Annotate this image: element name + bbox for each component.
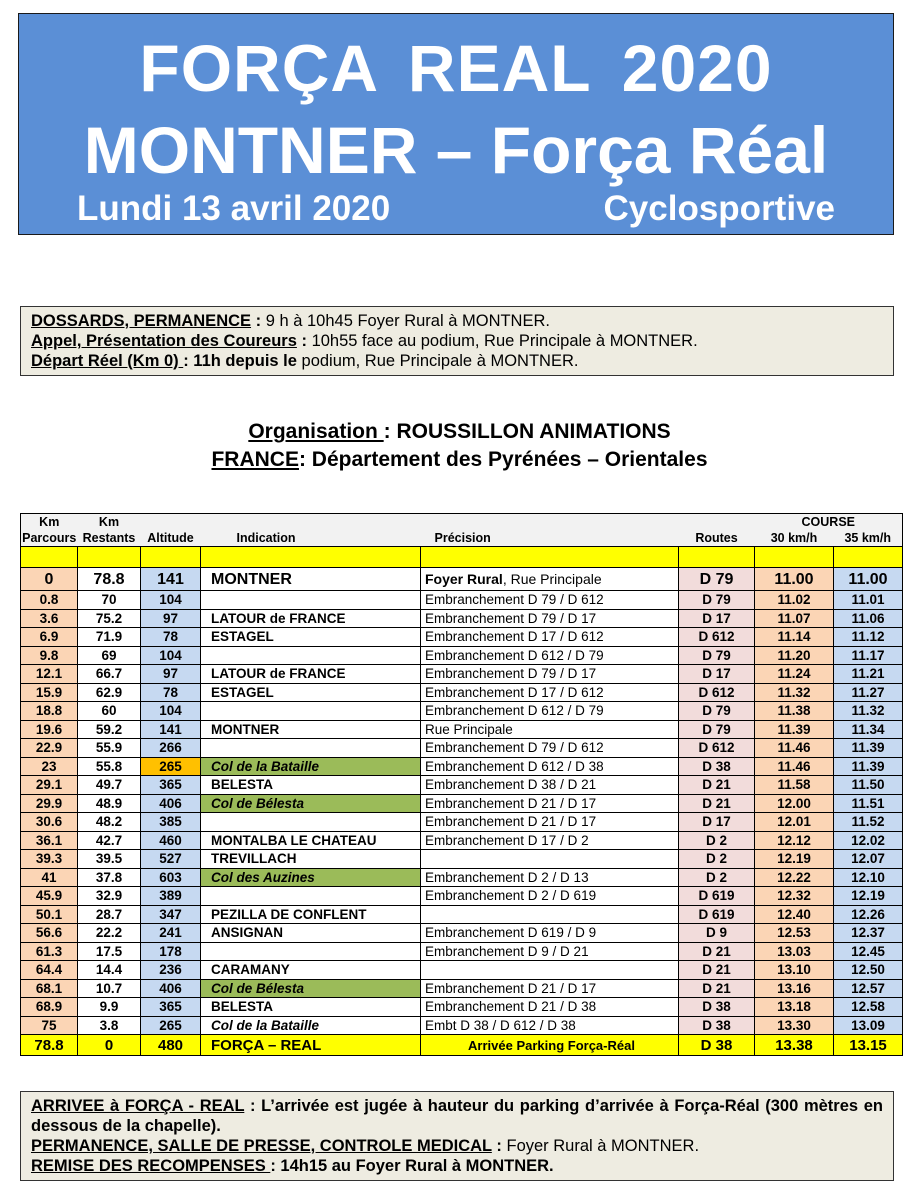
- altitude-cell: 141: [141, 720, 201, 739]
- precision-cell: Embranchement D 38 / D 21: [421, 776, 679, 795]
- time-30-cell: 13.18: [755, 998, 834, 1017]
- time-30-cell: 11.46: [755, 739, 834, 758]
- route-cell: D 38: [679, 998, 755, 1017]
- table-row: [21, 831, 903, 850]
- remaining-cell: 60: [78, 702, 141, 721]
- time-30-cell: 13.30: [755, 1016, 834, 1035]
- time-35-cell: 11.12: [834, 628, 903, 647]
- time-30-cell: 12.32: [755, 887, 834, 906]
- km-cell: 12.1: [21, 665, 78, 684]
- time-30-cell: 11.14: [755, 628, 834, 647]
- altitude-cell: 104: [141, 646, 201, 665]
- remaining-cell: 22.2: [78, 924, 141, 943]
- route-cell: D 619: [679, 887, 755, 906]
- altitude-cell: 104: [141, 591, 201, 610]
- indication-cell: Col de Bélesta: [201, 794, 421, 813]
- info-line-depart: Départ Réel (Km 0) : 11h depuis le podium, Rue Principale à MONTNER.: [31, 352, 579, 370]
- route-cell: D 17: [679, 609, 755, 628]
- indication-cell: MONTNER: [201, 720, 421, 739]
- time-30-cell: 11.38: [755, 702, 834, 721]
- indication-cell: CARAMANY: [201, 961, 421, 980]
- time-30-cell: 12.00: [755, 794, 834, 813]
- altitude-cell: 265: [141, 1016, 201, 1035]
- indication-cell: [201, 591, 421, 610]
- schedule-info-box: [20, 306, 894, 376]
- table-row: [21, 757, 903, 776]
- remaining-cell: 10.7: [78, 979, 141, 998]
- table-row: [21, 739, 903, 758]
- time-35-cell: 12.26: [834, 905, 903, 924]
- precision-cell: [421, 850, 679, 869]
- table-row: [21, 609, 903, 628]
- info-line-dossards: DOSSARDS, PERMANENCE : 9 h à 10h45 Foyer Rural à MONTNER.: [31, 312, 550, 330]
- arrival-info-box: [20, 1091, 894, 1181]
- km-cell: 45.9: [21, 887, 78, 906]
- remaining-cell: 17.5: [78, 942, 141, 961]
- km-cell: 19.6: [21, 720, 78, 739]
- header-indication: Indication: [201, 530, 421, 547]
- indication-cell: LATOUR de FRANCE: [201, 609, 421, 628]
- route-cell: D 21: [679, 979, 755, 998]
- time-35-cell: 12.19: [834, 887, 903, 906]
- km-cell: 6.9: [21, 628, 78, 647]
- time-35-cell: 11.17: [834, 646, 903, 665]
- km-cell: 29.9: [21, 794, 78, 813]
- remaining-cell: 69: [78, 646, 141, 665]
- remaining-cell: 9.9: [78, 998, 141, 1017]
- route-cell: D 79: [679, 702, 755, 721]
- event-type: Cyclosportive: [603, 189, 835, 228]
- header-km: Km: [21, 514, 78, 531]
- km-cell: 23: [21, 757, 78, 776]
- remaining-cell: 55.9: [78, 739, 141, 758]
- km-cell: 36.1: [21, 831, 78, 850]
- altitude-cell: 406: [141, 794, 201, 813]
- precision-cell: Embranchement D 612 / D 38: [421, 757, 679, 776]
- route-cell: D 2: [679, 868, 755, 887]
- time-30-cell: 12.01: [755, 813, 834, 832]
- indication-cell: Col de la Bataille: [201, 1016, 421, 1035]
- remaining-cell: 14.4: [78, 961, 141, 980]
- km-cell: 68.1: [21, 979, 78, 998]
- table-row: [21, 628, 903, 647]
- table-row-finish: 78.8 0 480 FORÇA – REAL Arrivée Parking Força-Réal D 38 13.38 13.15: [21, 1035, 903, 1056]
- event-date: Lundi 13 avril 2020: [77, 189, 391, 228]
- table-row: [21, 850, 903, 869]
- table-row: [21, 905, 903, 924]
- table-row: [21, 591, 903, 610]
- precision-cell: Embranchement D 21 / D 17: [421, 794, 679, 813]
- indication-cell: LATOUR de FRANCE: [201, 665, 421, 684]
- remaining-cell: 71.9: [78, 628, 141, 647]
- precision-cell: Embranchement D 2 / D 13: [421, 868, 679, 887]
- info-line-permanence: PERMANENCE, SALLE DE PRESSE, CONTROLE MEDICAL : Foyer Rural à MONTNER.: [31, 1137, 700, 1155]
- altitude-cell: 241: [141, 924, 201, 943]
- remaining-cell: 55.8: [78, 757, 141, 776]
- title-banner: [18, 13, 894, 235]
- time-30-cell: 13.03: [755, 942, 834, 961]
- precision-cell: Embranchement D 2 / D 619: [421, 887, 679, 906]
- precision-cell: Embranchement D 17 / D 2: [421, 831, 679, 850]
- remaining-cell: 49.7: [78, 776, 141, 795]
- time-30-cell: 11.20: [755, 646, 834, 665]
- precision-cell: Embranchement D 79 / D 17: [421, 609, 679, 628]
- indication-cell: Col de Bélesta: [201, 979, 421, 998]
- table-row: [21, 961, 903, 980]
- info-line-arrivee: ARRIVEE à FORÇA - REAL : L’arrivée est jugée à hauteur du parking d’arrivée à Força-Réal (300 mètres en dessous de la chapelle).: [31, 1097, 883, 1135]
- time-30-cell: 13.16: [755, 979, 834, 998]
- time-35-cell: 11.39: [834, 757, 903, 776]
- altitude-cell: 365: [141, 998, 201, 1017]
- table-row: [21, 979, 903, 998]
- route-cell: D 619: [679, 905, 755, 924]
- altitude-cell: 97: [141, 665, 201, 684]
- indication-cell: Col des Auzines: [201, 868, 421, 887]
- precision-cell: Embranchement D 17 / D 612: [421, 683, 679, 702]
- km-cell: 22.9: [21, 739, 78, 758]
- time-35-cell: 12.37: [834, 924, 903, 943]
- table-row: [21, 942, 903, 961]
- remaining-cell: 62.9: [78, 683, 141, 702]
- km-cell: 50.1: [21, 905, 78, 924]
- route-cell: D 21: [679, 794, 755, 813]
- header-routes: Routes: [679, 530, 755, 547]
- indication-cell: BELESTA: [201, 776, 421, 795]
- time-30-cell: 12.53: [755, 924, 834, 943]
- altitude-cell: 603: [141, 868, 201, 887]
- route-cell: D 21: [679, 961, 755, 980]
- time-30-cell: 11.02: [755, 591, 834, 610]
- table-row: [21, 813, 903, 832]
- precision-cell: Embranchement D 21 / D 17: [421, 813, 679, 832]
- precision-cell: Embranchement D 17 / D 612: [421, 628, 679, 647]
- time-30-cell: 12.12: [755, 831, 834, 850]
- table-row: [21, 924, 903, 943]
- precision-cell: Embranchement D 619 / D 9: [421, 924, 679, 943]
- route-cell: D 17: [679, 665, 755, 684]
- indication-cell: [201, 887, 421, 906]
- precision-cell: Embranchement D 79 / D 612: [421, 739, 679, 758]
- time-35-cell: 11.34: [834, 720, 903, 739]
- route-cell: D 612: [679, 628, 755, 647]
- remaining-cell: 66.7: [78, 665, 141, 684]
- indication-cell: BELESTA: [201, 998, 421, 1017]
- time-35-cell: 12.58: [834, 998, 903, 1017]
- km-cell: 29.1: [21, 776, 78, 795]
- time-30-cell: 11.39: [755, 720, 834, 739]
- route-cell: D 21: [679, 776, 755, 795]
- time-30-cell: 12.40: [755, 905, 834, 924]
- km-cell: 30.6: [21, 813, 78, 832]
- department-line: FRANCE: Département des Pyrénées – Orientales: [211, 448, 708, 471]
- time-30-cell: 12.22: [755, 868, 834, 887]
- precision-cell: Embranchement D 612 / D 79: [421, 702, 679, 721]
- km-cell: 9.8: [21, 646, 78, 665]
- time-35-cell: 13.09: [834, 1016, 903, 1035]
- time-35-cell: 11.06: [834, 609, 903, 628]
- time-30-cell: 11.24: [755, 665, 834, 684]
- altitude-cell: 236: [141, 961, 201, 980]
- indication-cell: ESTAGEL: [201, 628, 421, 647]
- km-cell: 56.6: [21, 924, 78, 943]
- table-row: [21, 720, 903, 739]
- indication-cell: ANSIGNAN: [201, 924, 421, 943]
- time-30-cell: 12.19: [755, 850, 834, 869]
- altitude-cell: 265: [141, 757, 201, 776]
- altitude-cell: 97: [141, 609, 201, 628]
- precision-cell: [421, 961, 679, 980]
- altitude-cell: 365: [141, 776, 201, 795]
- route-cell: D 79: [679, 591, 755, 610]
- km-cell: 18.8: [21, 702, 78, 721]
- title-line-2: MONTNER – Força Réal: [83, 113, 829, 187]
- precision-cell: Embranchement D 79 / D 612: [421, 591, 679, 610]
- indication-cell: TREVILLACH: [201, 850, 421, 869]
- precision-cell: Embranchement D 21 / D 17: [421, 979, 679, 998]
- remaining-cell: 59.2: [78, 720, 141, 739]
- remaining-cell: 48.9: [78, 794, 141, 813]
- table-row: [21, 1016, 903, 1035]
- route-table: [20, 513, 903, 1056]
- indication-cell: [201, 813, 421, 832]
- info-line-appel: Appel, Présentation des Coureurs : 10h55 face au podium, Rue Principale à MONTNER.: [31, 332, 698, 350]
- altitude-cell: 178: [141, 942, 201, 961]
- precision-cell: Embranchement D 612 / D 79: [421, 646, 679, 665]
- route-cell: D 38: [679, 757, 755, 776]
- route-cell: D 79: [679, 646, 755, 665]
- km-cell: 64.4: [21, 961, 78, 980]
- km-cell: 15.9: [21, 683, 78, 702]
- km-cell: 68.9: [21, 998, 78, 1017]
- time-30-cell: 13.10: [755, 961, 834, 980]
- indication-cell: PEZILLA DE CONFLENT: [201, 905, 421, 924]
- table-row: [21, 887, 903, 906]
- time-35-cell: 11.39: [834, 739, 903, 758]
- table-row: [21, 998, 903, 1017]
- altitude-cell: 385: [141, 813, 201, 832]
- altitude-cell: 347: [141, 905, 201, 924]
- indication-cell: MONTALBA LE CHATEAU: [201, 831, 421, 850]
- indication-cell: [201, 942, 421, 961]
- altitude-cell: 266: [141, 739, 201, 758]
- table-row-start: 0 78.8 141 MONTNER Foyer Rural, Rue Principale D 79 11.00 11.00: [21, 568, 903, 591]
- route-cell: D 79: [679, 720, 755, 739]
- altitude-cell: 406: [141, 979, 201, 998]
- time-35-cell: 11.01: [834, 591, 903, 610]
- remaining-cell: 3.8: [78, 1016, 141, 1035]
- header-parcours: Parcours: [22, 530, 77, 545]
- remaining-cell: 42.7: [78, 831, 141, 850]
- precision-cell: Rue Principale: [421, 720, 679, 739]
- km-cell: 75: [21, 1016, 78, 1035]
- route-cell: D 612: [679, 683, 755, 702]
- km-cell: 39.3: [21, 850, 78, 869]
- remaining-cell: 48.2: [78, 813, 141, 832]
- time-30-cell: 11.46: [755, 757, 834, 776]
- precision-cell: Embranchement D 9 / D 21: [421, 942, 679, 961]
- time-35-cell: 11.21: [834, 665, 903, 684]
- time-35-cell: 12.07: [834, 850, 903, 869]
- header-precision: Précision: [421, 530, 679, 547]
- header-rest: Km: [78, 514, 141, 531]
- time-35-cell: 12.45: [834, 942, 903, 961]
- table-row: [21, 776, 903, 795]
- time-35-cell: 11.27: [834, 683, 903, 702]
- header-35: 35 km/h: [834, 530, 903, 547]
- header-course: COURSE: [755, 514, 903, 531]
- organisation-line: Organisation : ROUSSILLON ANIMATIONS: [248, 420, 671, 443]
- time-35-cell: 11.32: [834, 702, 903, 721]
- route-cell: D 612: [679, 739, 755, 758]
- indication-cell: [201, 702, 421, 721]
- time-30-cell: 11.32: [755, 683, 834, 702]
- time-35-cell: 12.50: [834, 961, 903, 980]
- table-row: [21, 794, 903, 813]
- header-30: 30 km/h: [755, 530, 834, 547]
- remaining-cell: 28.7: [78, 905, 141, 924]
- header-restants: Restants: [78, 530, 141, 547]
- indication-cell: [201, 646, 421, 665]
- spacer-row: [21, 547, 903, 568]
- remaining-cell: 39.5: [78, 850, 141, 869]
- time-35-cell: 12.57: [834, 979, 903, 998]
- remaining-cell: 32.9: [78, 887, 141, 906]
- indication-cell: [201, 739, 421, 758]
- altitude-cell: 460: [141, 831, 201, 850]
- time-35-cell: 11.50: [834, 776, 903, 795]
- precision-cell: Embranchement D 79 / D 17: [421, 665, 679, 684]
- organisation-block: [0, 418, 919, 474]
- table-row: [21, 646, 903, 665]
- table-row: [21, 702, 903, 721]
- indication-cell: Col de la Bataille: [201, 757, 421, 776]
- altitude-cell: 78: [141, 683, 201, 702]
- route-cell: D 17: [679, 813, 755, 832]
- table-header-row-1: [21, 514, 903, 531]
- precision-cell: [421, 905, 679, 924]
- route-cell: D 38: [679, 1016, 755, 1035]
- km-cell: 41: [21, 868, 78, 887]
- header-altitude: Altitude: [141, 530, 201, 547]
- remaining-cell: 75.2: [78, 609, 141, 628]
- time-35-cell: 11.52: [834, 813, 903, 832]
- time-35-cell: 12.10: [834, 868, 903, 887]
- km-cell: 0.8: [21, 591, 78, 610]
- altitude-cell: 78: [141, 628, 201, 647]
- altitude-cell: 527: [141, 850, 201, 869]
- route-cell: D 2: [679, 831, 755, 850]
- precision-cell: Embt D 38 / D 612 / D 38: [421, 1016, 679, 1035]
- time-35-cell: 12.02: [834, 831, 903, 850]
- table-row: [21, 868, 903, 887]
- altitude-cell: 389: [141, 887, 201, 906]
- route-cell: D 9: [679, 924, 755, 943]
- info-line-recompenses: REMISE DES RECOMPENSES : 14h15 au Foyer Rural à MONTNER.: [31, 1157, 554, 1175]
- precision-cell: Embranchement D 21 / D 38: [421, 998, 679, 1017]
- title-line-1: FORÇA REAL 2020: [139, 31, 773, 105]
- table-row: [21, 683, 903, 702]
- time-30-cell: 11.07: [755, 609, 834, 628]
- time-30-cell: 11.58: [755, 776, 834, 795]
- table-row: [21, 665, 903, 684]
- time-35-cell: 11.51: [834, 794, 903, 813]
- km-cell: 3.6: [21, 609, 78, 628]
- route-cell: D 2: [679, 850, 755, 869]
- remaining-cell: 70: [78, 591, 141, 610]
- indication-cell: ESTAGEL: [201, 683, 421, 702]
- km-cell: 61.3: [21, 942, 78, 961]
- altitude-cell: 104: [141, 702, 201, 721]
- table-header-row-2: [21, 530, 903, 547]
- route-cell: D 21: [679, 942, 755, 961]
- remaining-cell: 37.8: [78, 868, 141, 887]
